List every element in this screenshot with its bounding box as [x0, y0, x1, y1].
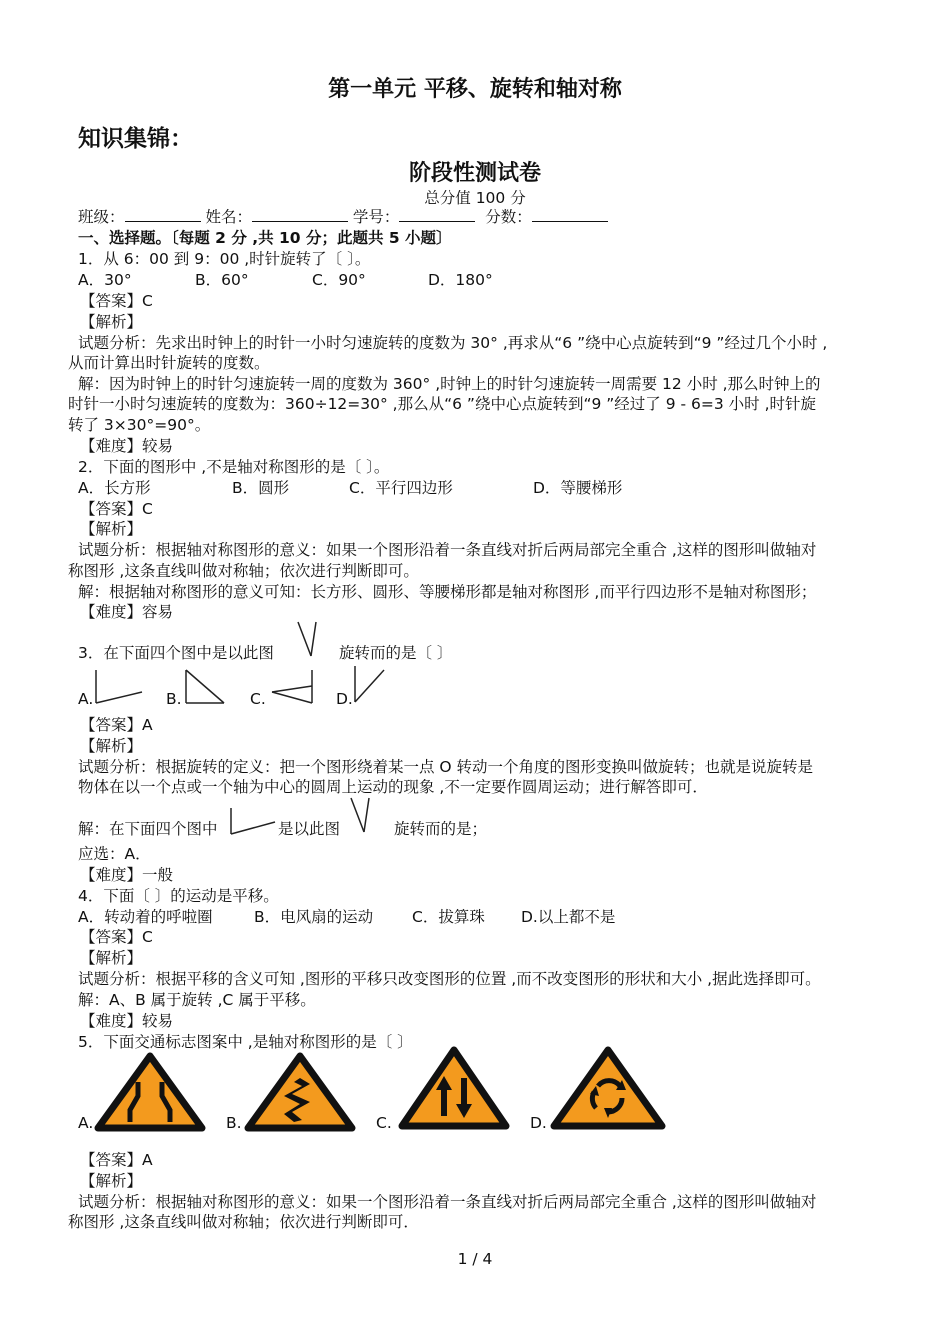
q5-answer: 【答案】A	[80, 1151, 153, 1169]
part1-heading: 一、选择题。〔每题 2 分 ,共 10 分；此题共 5 小题〕	[78, 229, 452, 247]
q1-stem: 1．从 6：00 到 9：00 ,时针旋转了〔 〕。	[78, 250, 371, 268]
q3-option-a-label: A.	[78, 690, 94, 708]
q5-option-c-label: C.	[376, 1114, 392, 1132]
q4-answer: 【答案】C	[80, 928, 153, 946]
q5-stem: 5．下面交通标志图案中 ,是轴对称图形的是〔 〕	[78, 1033, 413, 1051]
q2-answer: 【答案】C	[80, 500, 153, 518]
q2-option-d: D．等腰梯形	[533, 479, 623, 497]
q4-option-b: B．电风扇的运动	[254, 908, 374, 926]
q3-choose: 应选：A．	[78, 845, 151, 863]
total-score: 总分值 100 分	[424, 189, 526, 207]
q3-option-d-figure	[352, 664, 388, 708]
q5-analysis-line1: 试题分析：根据轴对称图形的意义：如果一个图形沿着一条直线对折后两局部完全重合 ,这样的图形叫做轴对	[78, 1193, 817, 1211]
q3-option-d-label: D.	[336, 690, 353, 708]
test-title: 阶段性测试卷	[408, 161, 541, 186]
q1-analysis-label: 【解析】	[80, 313, 143, 331]
section-heading: 知识集锦：	[78, 126, 193, 152]
class-blank	[125, 207, 201, 222]
q2-analysis-label: 【解析】	[80, 520, 143, 538]
q2-solution: 解：根据轴对称图形的意义可知：长方形、圆形、等腰梯形都是轴对称图形 ,而平行四边形不是轴对称图形；	[78, 583, 817, 601]
q3-solution-figure-a	[229, 806, 279, 838]
q3-option-b-figure	[182, 668, 230, 708]
q2-stem: 2．下面的图形中 ,不是轴对称图形的是〔 〕。	[78, 458, 390, 476]
q3-stem-part1: 3．在下面四个图中是以此图	[78, 644, 274, 662]
q2-option-b: B．圆形	[232, 479, 290, 497]
q3-stem-part2: 旋转而的是〔 〕	[339, 644, 453, 662]
q1-option-d: D．180°	[428, 271, 493, 289]
q3-option-b-label: B.	[166, 690, 182, 708]
q1-option-c: C．90°	[312, 271, 366, 289]
q4-difficulty: 【难度】较易	[80, 1012, 174, 1030]
q5-option-a-label: A.	[78, 1114, 94, 1132]
q3-option-a-figure	[94, 668, 146, 708]
q1-analysis-line1: 试题分析：先求出时钟上的时针一小时匀速旋转的度数为 30° ,再求从“6 ”绕中心点旋转到“9 ”经过几个小时 ,	[78, 334, 828, 352]
q1-difficulty: 【难度】较易	[80, 437, 174, 455]
name-label: 姓名：	[205, 208, 252, 226]
q4-option-a: A．转动着的呼啦圈	[78, 908, 213, 926]
q3-difficulty: 【难度】一般	[80, 866, 174, 884]
q3-answer: 【答案】A	[80, 716, 153, 734]
q1-analysis-line2: 从而计算出时针旋转的度数。	[68, 354, 270, 372]
q3-solution-part3: 旋转而的是；	[394, 820, 488, 838]
q4-stem: 4．下面〔 〕的运动是平移。	[78, 887, 279, 905]
class-label: 班级：	[78, 208, 125, 226]
q3-analysis-line2: 物体在以一个点或一个轴为中心的圆周上运动的现象 ,不一定要作圆周运动；进行解答即可．	[78, 778, 708, 796]
q1-solution-line3: 转了 3×30°=90°。	[68, 416, 211, 434]
id-label: 学号：	[352, 208, 400, 226]
q1-option-b: B．60°	[195, 271, 249, 289]
q1-option-a: A．30°	[78, 271, 132, 289]
q3-solution-part1: 解：在下面四个图中	[78, 820, 218, 838]
q1-solution-line1: 解：因为时钟上的时针匀速旋转一周的度数为 360° ,时钟上的时针匀速旋转一周需要 12 小时 ,那么时钟上的	[78, 375, 821, 393]
q2-option-a: A．长方形	[78, 479, 151, 497]
q4-option-c: C．拔算珠	[412, 908, 485, 926]
q3-reference-figure	[294, 620, 322, 660]
q2-option-c: C．平行四边形	[349, 479, 453, 497]
q3-analysis-line1: 试题分析：根据旋转的定义：把一个图形绕着某一点 O 转动一个角度的图形变换叫做旋转；也就是说旋转是	[78, 758, 814, 776]
q2-analysis-line1: 试题分析：根据轴对称图形的意义：如果一个图形沿着一条直线对折后两局部完全重合 ,这样的图形叫做轴对	[78, 541, 817, 559]
score-blank	[532, 207, 608, 222]
score-label: 分数：	[485, 208, 532, 226]
q1-solution-line2: 时针一小时匀速旋转的度数为：360÷12=30° ,那么从“6 ”绕中心点旋转到“9 ”经过了 9 - 6=3 小时 ,时针旋	[68, 395, 817, 413]
unit-title: 第一单元 平移、旋转和轴对称	[328, 77, 622, 102]
q4-analysis-label: 【解析】	[80, 949, 143, 967]
page-number: 1 / 4	[457, 1250, 493, 1268]
q5-option-d-label: D.	[530, 1114, 547, 1132]
name-blank	[252, 207, 348, 222]
q3-solution-part2: 是以此图	[278, 820, 341, 838]
q5-option-b-label: B.	[226, 1114, 242, 1132]
q3-option-c-label: C.	[250, 690, 266, 708]
q5-analysis-line2: 称图形 ,这条直线叫做对称轴；依次进行判断即可．	[68, 1213, 419, 1231]
q5-sign-a-narrowing-road	[94, 1052, 206, 1132]
q5-sign-b-winding-road	[244, 1052, 356, 1132]
q1-answer: 【答案】C	[80, 292, 153, 310]
q4-analysis-line1: 试题分析：根据平移的含义可知 ,图形的平移只改变图形的位置 ,而不改变图形的形状和大小 ,据此选择即可。	[78, 970, 821, 988]
q3-option-c-figure	[266, 668, 318, 708]
info-line	[78, 207, 608, 227]
q5-sign-c-two-way-traffic	[398, 1046, 510, 1130]
q2-difficulty: 【难度】容易	[80, 603, 174, 621]
q2-analysis-line2: 称图形 ,这条直线叫做对称轴；依次进行判断即可。	[68, 562, 419, 580]
q4-solution: 解：A、B 属于旋转 ,C 属于平移。	[78, 991, 316, 1009]
id-blank	[399, 207, 475, 222]
q4-option-d: D.以上都不是	[521, 908, 616, 926]
q3-analysis-label: 【解析】	[80, 737, 143, 755]
q5-sign-d-roundabout	[550, 1046, 666, 1130]
q5-analysis-label: 【解析】	[80, 1172, 143, 1190]
q3-solution-figure-ref	[347, 796, 375, 836]
